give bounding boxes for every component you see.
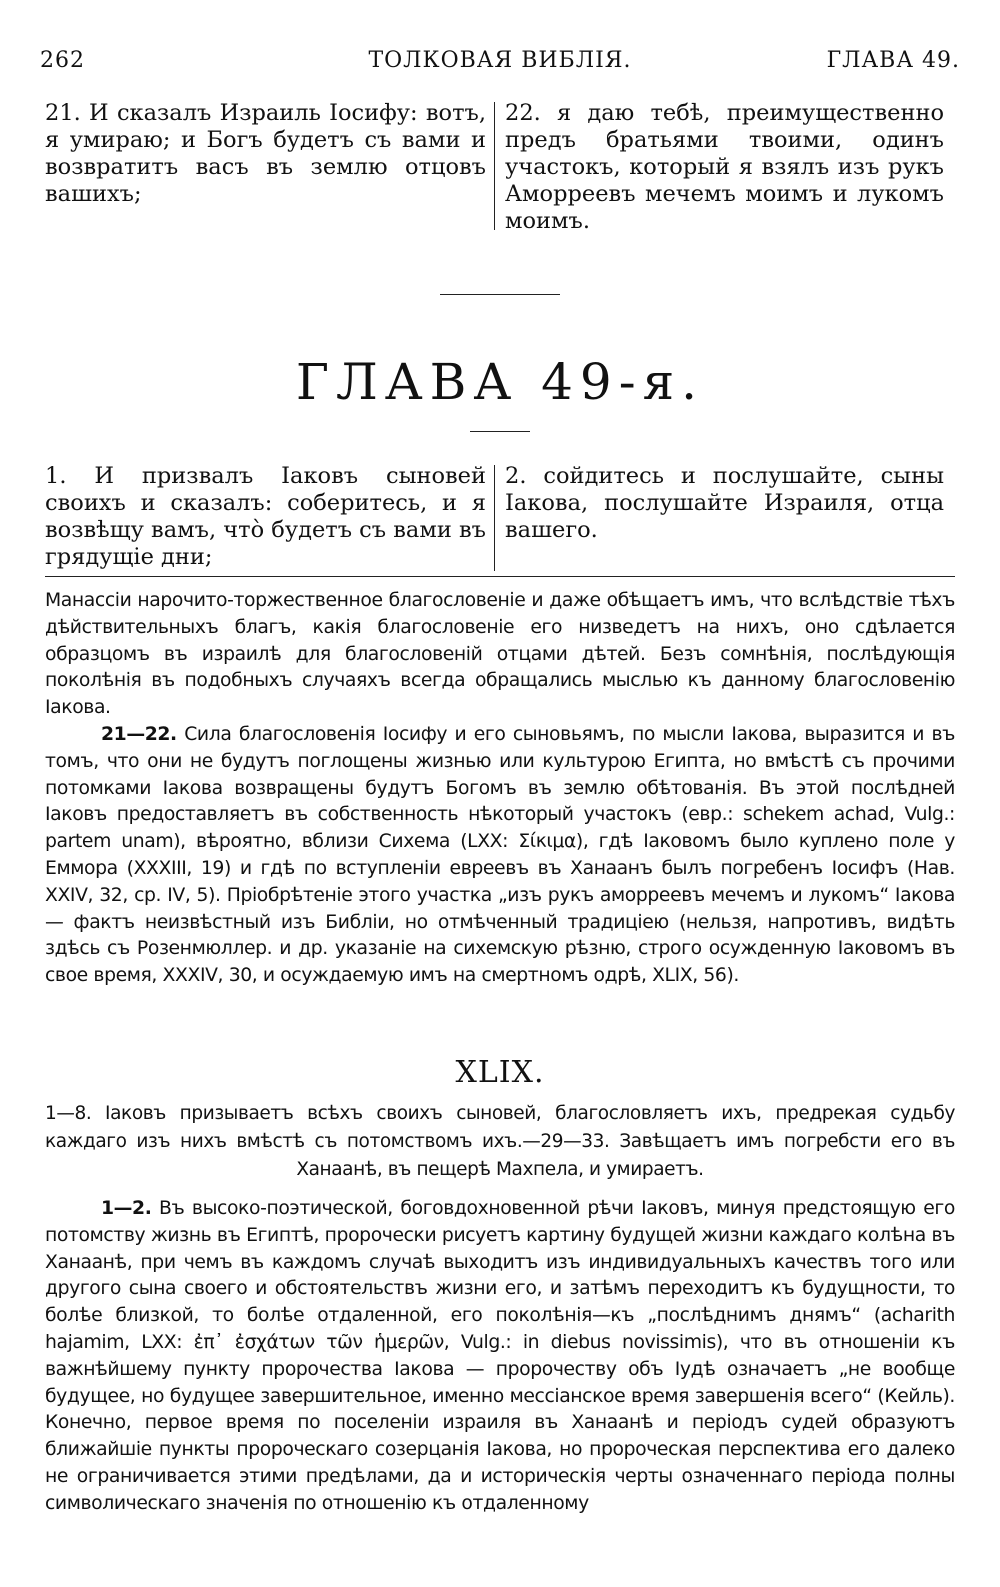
verse-2: 2. сойдитесь и послушайте, сыны Іакова, послушайте Израиля, отца вашего. bbox=[505, 463, 944, 543]
verses-1-2 bbox=[45, 463, 955, 571]
section-divider bbox=[440, 294, 560, 295]
running-header bbox=[40, 40, 960, 80]
commentary-paragraph: Манассіи нарочито-торжественное благословеніе и даже обѣщаетъ имъ, что вслѣдствіе тѣхъ дѣйствительныхъ благъ, какія благословеніе его низведетъ на нихъ, оно сдѣлается образцомъ въ израилѣ для благословеній отцами дѣтей. Безъ сомнѣнія, послѣдующія поколѣнія въ подобныхъ случаяхъ всегда обращались мыслью къ данному благословенію Іакова. bbox=[45, 590, 955, 719]
verse-1: 1. И призвалъ Іаковъ сыновей своихъ и сказалъ: соберитесь, и я возвѣщу вамъ, что̀ будетъ съ вами въ грядущіе дни; bbox=[45, 463, 486, 570]
commentary-divider bbox=[45, 576, 955, 577]
chapter-summary: 1—8. Іаковъ призываетъ всѣхъ своихъ сыновей, благословляетъ ихъ, предрекая судьбу каждаго изъ нихъ вмѣстѣ съ потомствомъ ихъ.—29—33. Завѣщаетъ имъ погребсти его въ Ханаанѣ, въ пещерѣ Махпела, и умираетъ. bbox=[45, 1103, 955, 1180]
commentary-paragraph bbox=[45, 1196, 955, 1518]
section-numeral: XLIX. bbox=[455, 1055, 545, 1090]
chapter-title: ГЛАВА 49-я. bbox=[295, 353, 705, 411]
verse-22: 22. я даю тебѣ, преимущественно предъ братьями твоими, одинъ участокъ, который я взялъ изъ рукъ Аморреевъ мечемъ моимъ и лукомъ моимъ. bbox=[505, 100, 944, 234]
verse-reference: 1—2. bbox=[101, 1198, 152, 1219]
title-underline bbox=[470, 431, 530, 432]
commentary-block-2 bbox=[45, 1196, 955, 1518]
verse-21: 21. И сказалъ Израиль Іосифу: вотъ, я умираю; и Богъ будетъ съ вами и возвратитъ васъ въ землю отцовъ вашихъ; bbox=[45, 100, 486, 207]
verses-21-22 bbox=[45, 100, 955, 235]
commentary-block bbox=[45, 588, 955, 990]
commentary-text: Въ высоко-поэтической, боговдохновенной рѣчи Іаковъ, минуя предстоящую его потомству жизнь въ Египтѣ, пророчески рисуетъ картину будущей жизни каждаго колѣна въ Ханаанѣ, при чемъ въ каждомъ случаѣ выходитъ изъ индивидуальныхъ качествъ того или другого сына своего и обстоятельствъ жизни его, и затѣмъ переходитъ къ будущности, то болѣе близкой, то болѣе отдаленной, его поколѣнія—къ „послѣднимъ днямъ“ (acharith hajamim, LXX: ἐπ᾽ ἐσχάτων τῶν ἡμερῶν, Vulg.: in diebus novissimis), что въ отношеніи къ важнѣйшему пункту пророчества Іакова — пророчеству объ Іудѣ означаетъ „не вообще будущее, но будущее завершительное, именно мессіанское время завершенія всего“ (Кейль). Конечно, первое время по поселеніи израиля въ Ханаанѣ и періодъ судей образуютъ ближайшіе пункты пророческаго созерцанія Іакова, но пророческая перспектива его далеко не ограничивается этими предѣлами, да и историческія черты означеннаго періода полны символическаго значенія по отношенію къ отдаленному bbox=[45, 1198, 955, 1514]
running-chapter: ГЛАВА 49. bbox=[826, 47, 960, 73]
commentary-paragraph bbox=[45, 722, 955, 990]
page-number: 262 bbox=[40, 47, 85, 73]
running-title: ТОЛКОВАЯ ВИБЛІЯ. bbox=[368, 47, 632, 73]
verse-reference: 21—22. bbox=[101, 723, 177, 745]
commentary-text: Сила благословенія Іосифу и его сыновьямъ, по мысли Іакова, выразится и въ томъ, что они не будутъ поглощены жизнью или культурою Египта, но вмѣстѣ съ прочими потомками Іакова возвращены будутъ Богомъ въ землю обѣтованія. Въ этой послѣдней Іаковъ предоставляетъ въ собственность нѣкоторый участокъ (евр.: schekem achad, Vulg.: partem unam), вѣроятно, вблизи Сихема (LXX: Σίκιμα), гдѣ Іаковомъ было куплено поле у Еммора (XXXIII, 19) и гдѣ по вступленіи евреевъ въ Ханаанъ былъ погребенъ Іосифъ (Нав. XXIV, 32, ср. IV, 5). Пріобрѣтеніе этого участка „изъ рукъ аморреевъ мечемъ и лукомъ“ Іакова — фактъ неизвѣстный изъ Библіи, но отмѣченный традиціею (нельзя, напротивъ, видѣть здѣсь съ Розенмюллер. и др. указаніе на сихемскую рѣзню, строго осужденную Іаковомъ въ свое время, XXXIV, 30, и осуждаемую имъ на смертномъ одрѣ, XLIX, 56). bbox=[45, 723, 955, 987]
